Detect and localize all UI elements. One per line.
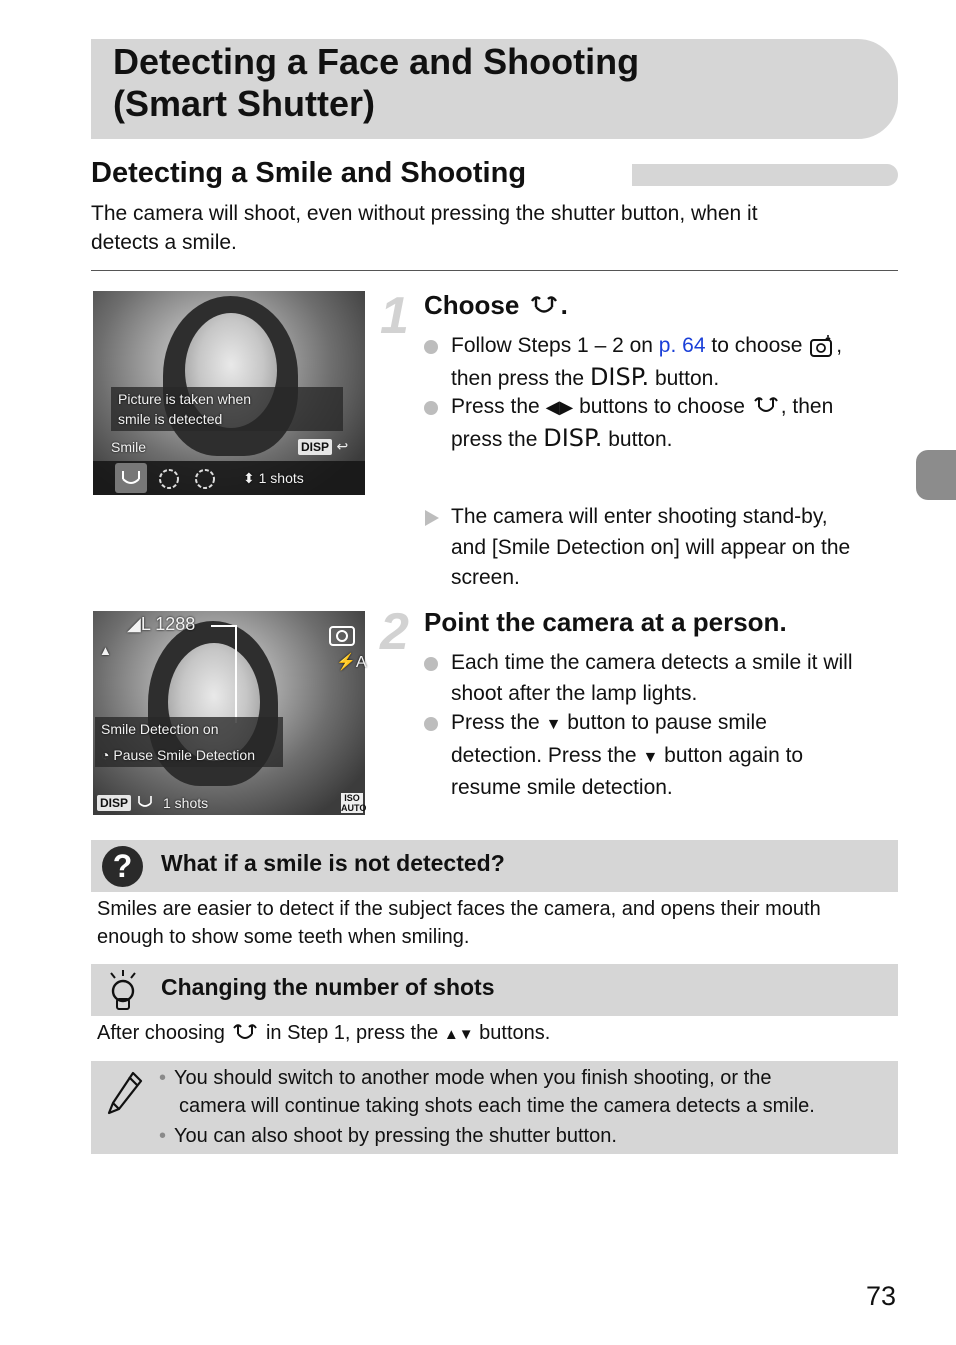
smile-icon: [751, 394, 781, 420]
question-icon: ?: [102, 846, 143, 887]
step-1-bullet-2: Press the ◀▶ buttons to choose , then press the DISP. button.: [424, 392, 898, 455]
faq-heading: What if a smile is not detected?: [161, 850, 505, 876]
step-number-2: 2: [380, 603, 409, 661]
down-arrow-icon: ▼: [642, 748, 659, 766]
shots-count: ⬍ 1 shots: [243, 470, 304, 486]
smart-shutter-mode-icon: [328, 619, 358, 649]
smile-icon: [527, 293, 561, 321]
section-heading-bar: [632, 164, 898, 186]
pencil-icon: [105, 1069, 145, 1117]
tip-body: After choosing in Step 1, press the ▲▼ buttons.: [97, 1019, 897, 1049]
info-line-1: Picture is taken when: [118, 391, 252, 407]
lightbulb-icon: [105, 969, 141, 1013]
iso-auto-badge: ISO AUTO: [341, 793, 367, 813]
wink-self-timer-icon: [157, 465, 181, 491]
section-intro: The camera will shoot, even without pressing the shutter button, when it detects a smile.: [91, 202, 758, 254]
note-item-2: • You can also shoot by pressing the shutter button.: [159, 1125, 617, 1147]
divider: [91, 270, 898, 271]
tip-header: [91, 964, 898, 1016]
camera-screen-menu: [93, 291, 365, 495]
step-2-bullet-1: Each time the camera detects a smile it will shoot after the lamp lights.: [424, 648, 898, 709]
pause-hint: ◔ Pause Smile Detection: [101, 747, 255, 763]
smile-mode-selected: [115, 463, 147, 493]
camera-screen-standby: [93, 611, 365, 815]
page-title: Detecting a Face and Shooting (Smart Shutter): [113, 41, 640, 124]
chapter-tab: [916, 450, 956, 500]
step-2-bullet-2: Press the ▼ button to pause smile detection. Press the ▼ button again to resume smile detection.: [424, 708, 898, 804]
page-number: 73: [866, 1281, 897, 1311]
step-1-bullet-1: Follow Steps 1 – 2 on p. 64 to choose , then press the DISP. button.: [424, 331, 898, 394]
disp-button-glyph: DISP.: [589, 362, 650, 391]
note-item-1-cont: camera will continue taking shots each time the camera detects a smile.: [179, 1095, 815, 1117]
up-down-icon: ⬍: [243, 470, 255, 486]
step-1-result: The camera will enter shooting stand-by, and [Smile Detection on] will appear on the screen.: [424, 502, 898, 594]
bullet-dot: •: [159, 1125, 167, 1147]
tip-heading: Changing the number of shots: [161, 974, 495, 1000]
bullet-dot: •: [159, 1067, 167, 1089]
disp-button-glyph: DISP.: [543, 423, 603, 452]
resolution-icon: ◢L: [127, 614, 151, 634]
disp-badge: DISP ↩: [298, 438, 348, 456]
smile-icon: [135, 793, 155, 811]
smile-icon: [115, 463, 147, 493]
shooting-mode-icon: ▲: [99, 643, 112, 658]
left-right-arrows-icon: ◀▶: [545, 397, 574, 417]
note-box: [91, 1061, 898, 1154]
disp-badge: DISP: [97, 794, 131, 812]
smart-shutter-mode-icon: [808, 333, 836, 359]
return-icon: ↩: [336, 438, 349, 454]
result-arrow-icon: [425, 510, 439, 526]
title-banner: [91, 39, 898, 139]
step-number-1: 1: [380, 287, 409, 345]
flash-auto-icon: ⚡A: [336, 654, 367, 671]
down-arrow-icon: ▼: [545, 716, 562, 733]
bullet-circle: [424, 401, 438, 415]
step-1-title: Choose .: [424, 290, 568, 320]
info-line-2: smile is detected: [118, 411, 223, 427]
step-2-title: Point the camera at a person.: [424, 607, 787, 637]
bullet-circle: [424, 340, 438, 354]
section-heading: Detecting a Smile and Shooting: [91, 157, 527, 189]
face-self-timer-icon: [193, 465, 217, 491]
mode-label: Smile: [111, 439, 147, 455]
bullet-circle: [424, 717, 438, 731]
smile-detection-status: Smile Detection on: [101, 721, 219, 737]
shots-label: 1 shots: [163, 795, 209, 811]
shots-remaining: ◢L 1288: [127, 614, 196, 634]
note-item-1: • You should switch to another mode when you finish shooting, or the: [159, 1067, 772, 1089]
page-link[interactable]: p. 64: [658, 334, 706, 357]
bullet-circle: [424, 657, 438, 671]
smile-icon: [230, 1021, 260, 1047]
face-frame-corner: [211, 625, 237, 651]
faq-header: [91, 840, 898, 892]
self-timer-icon: ◔: [101, 747, 110, 763]
up-down-arrows-icon: ▲▼: [443, 1026, 474, 1043]
faq-body: Smiles are easier to detect if the subject faces the camera, and opens their mouth enough to show some teeth when smiling.: [97, 898, 821, 948]
